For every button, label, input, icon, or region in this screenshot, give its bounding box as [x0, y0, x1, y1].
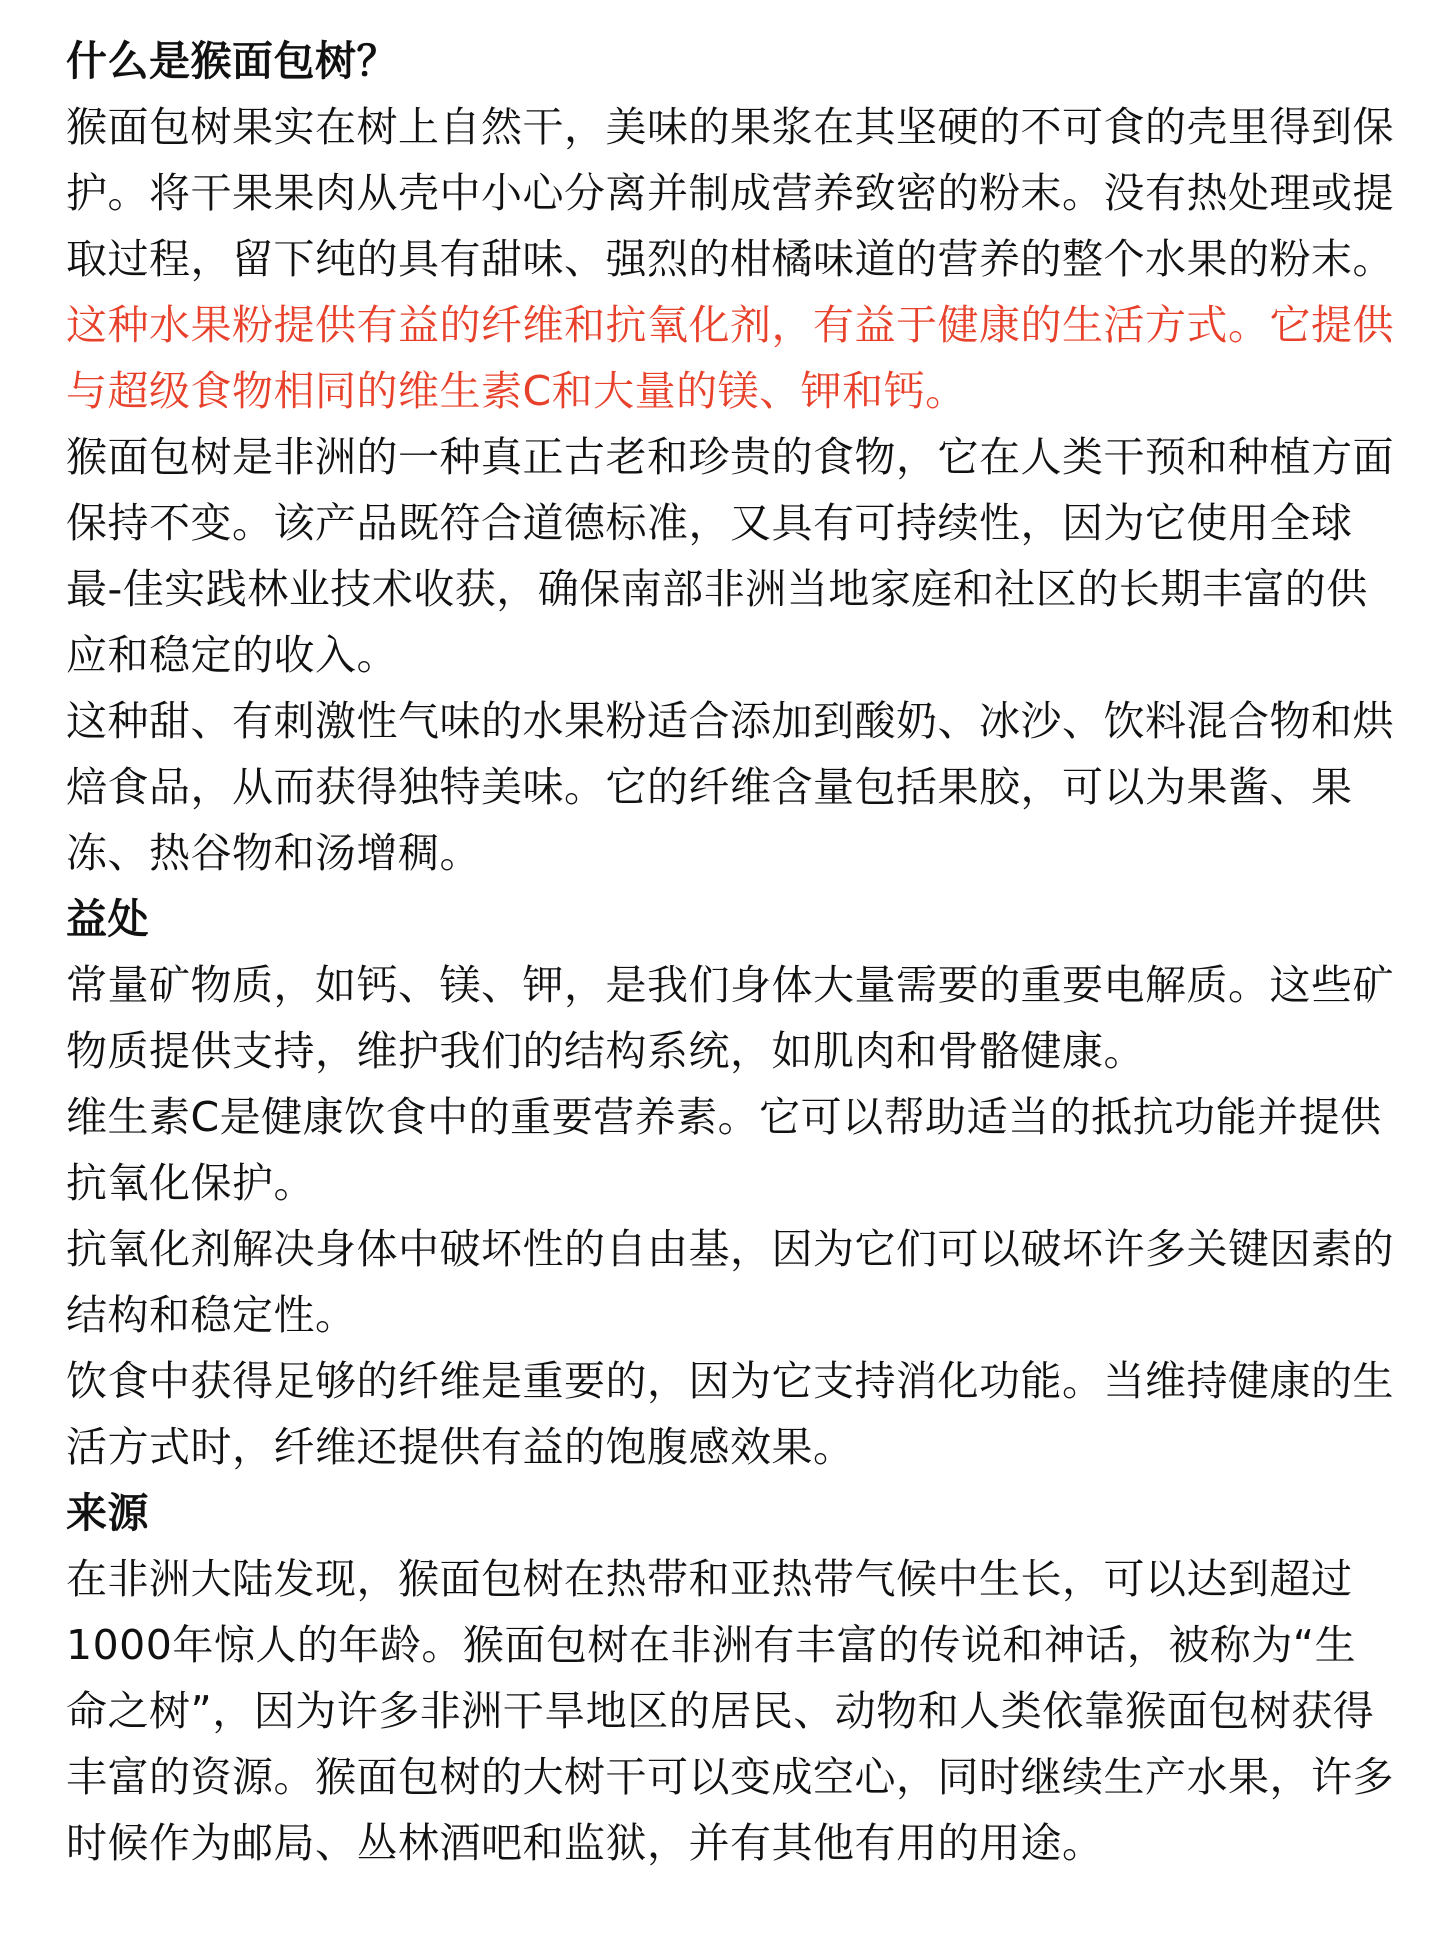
highlighted-text: 这种水果粉提供有益的纤维和抗氧化剂，有益于健康的生活方式。它提供与超级食物相同的维生素C和大量的镁、钾和钙。 [66, 301, 1394, 415]
section-heading: 什么是猴面包树？ [66, 37, 398, 85]
paragraph: 在非洲大陆发现，猴面包树在热带和亚热带气候中生长，可以达到超过1000年惊人的年龄。猴面包树在非洲有丰富的传说和神话，被称为“生命之树”，因为许多非洲干旱地区的居民、动物和人类依靠猴面包树获得丰富的资源。猴面包树的大树干可以变成空心，同时继续生产水果，许多时候作为邮局、丛林酒吧和监狱，并有其他有用的用途。 [66, 1555, 1394, 1867]
paragraph: 常量矿物质，如钙、镁、钾，是我们身体大量需要的重要电解质。这些矿物质提供支持，维护我们的结构系统，如肌肉和骨骼健康。 [66, 961, 1394, 1075]
paragraph: 猴面包树是非洲的一种真正古老和珍贵的食物，它在人类干预和种植方面保持不变。该产品既符合道德标准，又具有可持续性，因为它使用全球最-佳实践林业技术收获，确保南部非洲当地家庭和社区的长期丰富的供应和稳定的收入。 [66, 433, 1394, 679]
section-what-is-baobab [66, 28, 1396, 886]
article [66, 28, 1396, 1876]
paragraph-text: 猴面包树果实在树上自然干，美味的果浆在其坚硬的不可食的壳里得到保护。将干果果肉从壳中小心分离并制成营养致密的粉末。没有热处理或提取过程，留下纯的具有甜味、强烈的柑橘味道的营养的整个水果的粉末。 [66, 103, 1394, 283]
paragraph: 维生素C是健康饮食中的重要营养素。它可以帮助适当的抵抗功能并提供抗氧化保护。 [66, 1093, 1382, 1207]
paragraph: 抗氧化剂解决身体中破坏性的自由基，因为它们可以破坏许多关键因素的结构和稳定性。 [66, 1225, 1394, 1339]
section-benefits [66, 886, 1396, 1480]
paragraph: 饮食中获得足够的纤维是重要的，因为它支持消化功能。当维持健康的生活方式时，纤维还提供有益的饱腹感效果。 [66, 1357, 1394, 1471]
section-source [66, 1480, 1396, 1876]
section-heading: 来源 [66, 1489, 149, 1537]
paragraph [66, 94, 1396, 424]
section-heading: 益处 [66, 895, 149, 943]
paragraph: 这种甜、有刺激性气味的水果粉适合添加到酸奶、冰沙、饮料混合物和烘焙食品，从而获得独特美味。它的纤维含量包括果胶，可以为果酱、果冻、热谷物和汤增稠。 [66, 697, 1394, 877]
